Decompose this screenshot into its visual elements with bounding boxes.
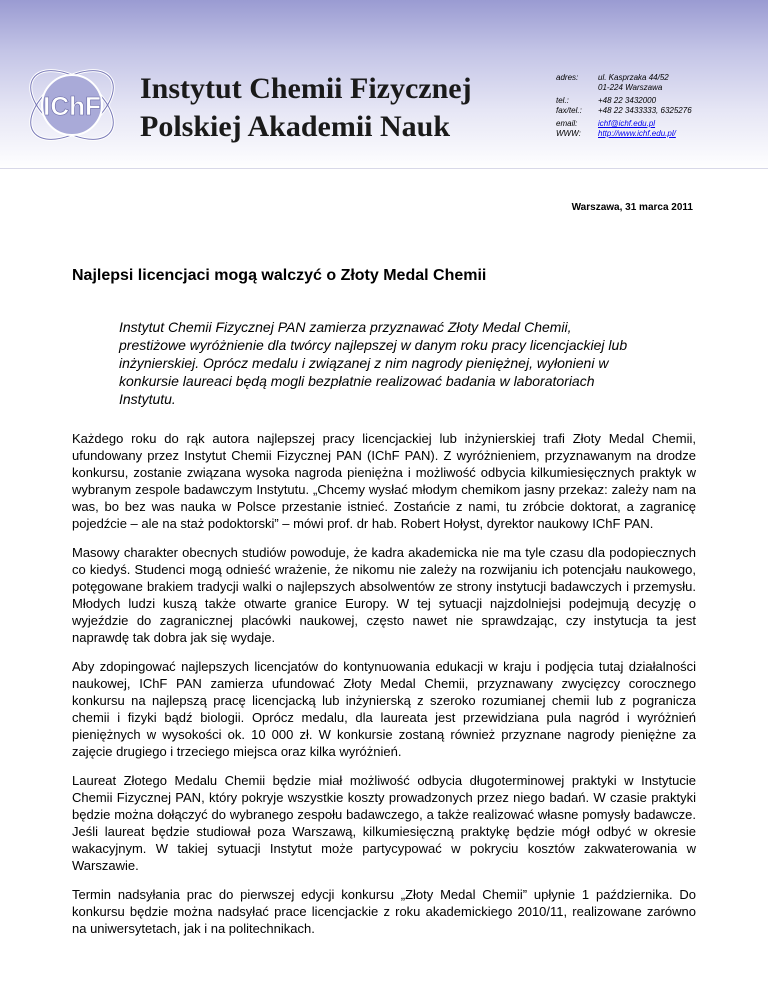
fax-row — [556, 106, 738, 116]
document-title: Najlepsi licencjaci mogą walczyć o Złoty Medal Chemii — [72, 267, 487, 284]
address-line1: ul. Kasprzaka 44/52 — [598, 73, 669, 82]
header-divider — [0, 168, 768, 169]
body-text — [72, 430, 696, 949]
logo-text: IChF — [43, 91, 101, 121]
paragraph: Każdego roku do rąk autora najlepszej pracy licencjackiej lub inżynierskiej trafi Złoty Medal Chemii, ufundowany przez Instytut Chemii Fizycznej PAN (IChF PAN). Z wyróżnieniem, przyznawanym na drodze konkursu, zostanie związana wysoka nagroda pieniężna i możliwość odbycia kilkumiesięcznych praktyk w wybranym zespole badawczym Instytutu. „Chcemy wysłać młodym chemikom jasny przekaz: zależy nam na was, bo bez was nauka w Polsce przestanie istnieć. Zostańcie z nami, tu zróbcie doktorat, a zagranicę pojedźcie – ale na staż podoktorski” – mówi prof. dr hab. Robert Hołyst, dyrektor naukowy IChF PAN. — [72, 431, 696, 531]
address-line2: 01-224 Warszawa — [598, 83, 663, 92]
paragraph: Laureat Złotego Medalu Chemii będzie miał możliwość odbycia długoterminowej praktyki w Instytucie Chemii Fizycznej PAN, który pokryje wszystkie koszty prowadzonych przez niego badań. W czasie praktyki będzie można dołączyć do wybranego zespołu badawczego, a także realizować własne pomysły badawcze. Jeśli laureat będzie studiował poza Warszawą, kilkumiesięczną praktykę będzie mógł odbyć w okresie wakacyjnym. W takiej sytuacji Instytut może partycypować w pokryciu kosztów zakwaterowania w Warszawie. — [72, 773, 696, 873]
phone-label: tel.: — [556, 96, 569, 105]
phone-value: +48 22 3432000 — [598, 96, 657, 105]
address-row-2 — [556, 83, 738, 93]
email-link[interactable]: ichf@ichf.edu.pl — [598, 119, 656, 128]
paragraph: Aby zdopingować najlepszych licencjatów do kontynuowania edukacji w kraju i podjęcia tutaj działalności naukowej, IChF PAN zamierza ufundować Złoty Medal Chemii, przyznawany zwycięzcy corocznego konkursu na najlepszą pracę licencjacką lub inżynierską z szeroko rozumianej chemii lub z pogranicza chemii i fizyki bądź biologii. Oprócz medalu, dla laureata jest przewidziana pula nagród i wyróżnień pieniężnych w wysokości ok. 10 000 zł. W konkursie zostaną również przyznane nagrody pieniężne za zajęcie drugiego i trzeciego miejsca oraz kilka wyróżnień. — [72, 659, 696, 759]
www-row — [556, 129, 738, 139]
email-label: email: — [556, 119, 578, 128]
document-date: Warszawa, 31 marca 2011 — [571, 202, 693, 213]
institute-name — [140, 70, 472, 146]
paragraph: Termin nadsyłania prac do pierwszej edycji konkursu „Złoty Medal Chemii” upłynie 1 października. Do konkursu będzie można nadsyłać prace licencjackie z roku akademickiego 2010/11, realizowane zarówno na uniwersytetach, jak i na politechnikach. — [72, 887, 696, 936]
institute-name-line2: Polskiej Akademii Nauk — [140, 110, 451, 143]
www-label: WWW: — [556, 129, 581, 138]
institute-name-line1: Instytut Chemii Fizycznej — [140, 72, 472, 105]
email-row — [556, 119, 738, 129]
fax-value: +48 22 3433333, 6325276 — [598, 106, 692, 115]
ichf-logo — [22, 55, 122, 155]
lead-paragraph: Instytut Chemii Fizycznej PAN zamierza przyznawać Złoty Medal Chemii, prestiżowe wyróżnienie dla twórcy najlepszej w danym roku pracy licencjackiej lub inżynierskiej. Oprócz medalu i związanej z nim nagrody pieniężnej, wyłonieni w konkursie laureaci będą mogli bezpłatnie realizować badania w laboratoriach Instytutu. — [119, 319, 628, 407]
phone-row — [556, 96, 738, 106]
fax-label: fax/tel.: — [556, 106, 582, 115]
www-link[interactable]: http://www.ichf.edu.pl/ — [598, 129, 676, 138]
paragraph: Masowy charakter obecnych studiów powoduje, że kadra akademicka nie ma tyle czasu dla podopiecznych co kiedyś. Studenci mogą odnieść wrażenie, że nikomu nie zależy na rozwijaniu ich potencjału naukowego, potęgowane brakiem tradycji walki o najlepszych absolwentów ze strony instytucji badawczych i przemysłu. Młodych ludzi kuszą także otwarte granice Europy. W tej sytuacji najzdolniejsi podejmują decyzję o wyjeździe do zagranicznej placówki naukowej, często nawet nie sprawdzając, czy instytucja ta jest naprawdę tak dobra jak się wydaje. — [72, 545, 696, 645]
contact-block — [556, 73, 738, 139]
address-label: adres: — [556, 73, 579, 82]
address-row — [556, 73, 738, 83]
